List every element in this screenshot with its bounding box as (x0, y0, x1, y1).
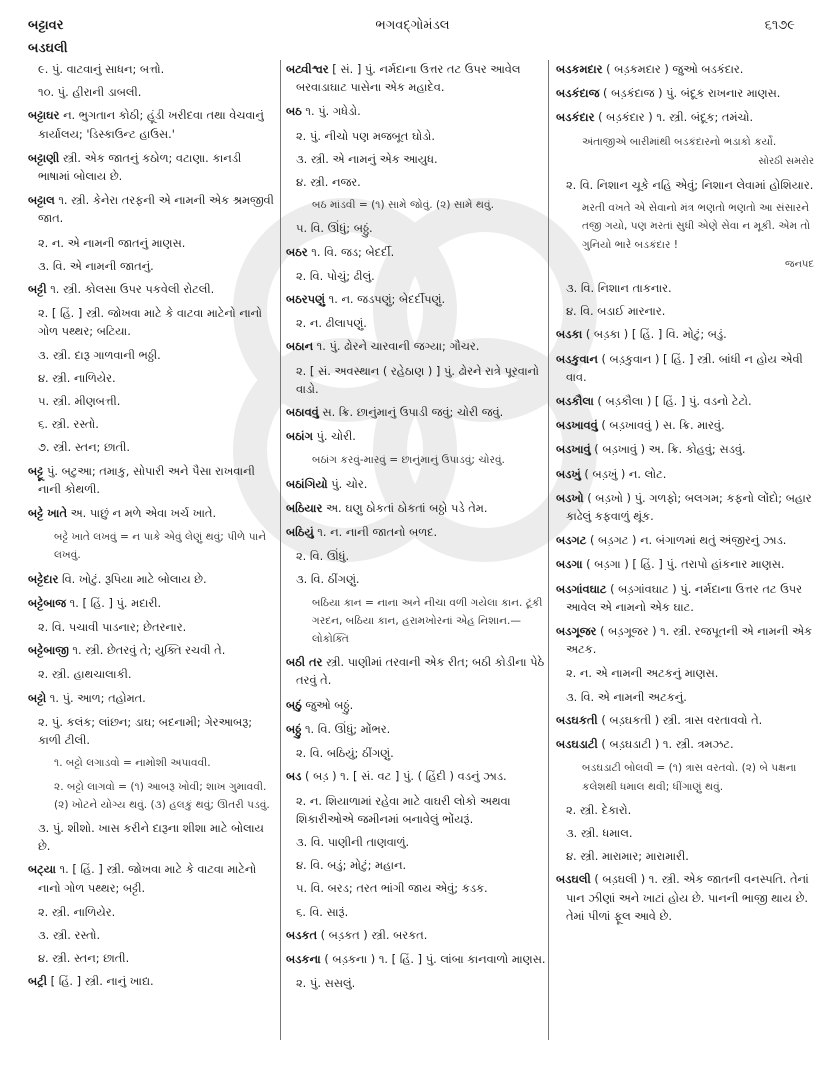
sense-line: ૩. પું. શીશો. ખાસ કરીને દારૂના શીશા માટે બોલાય છે. (38, 820, 264, 854)
sense-line: ૨. [ હિં. ] સ્ત્રી. જોખવા માટે કે વાટવા માટેનો નાનો ગોળ પથ્થર; બટિયા. (38, 306, 262, 339)
dictionary-entry (556, 580, 818, 616)
headword: બઠું (286, 697, 302, 712)
headword: બડગૂજર (556, 624, 597, 639)
sense-line: ૩. સ્ત્રી. ધમાલ. (566, 825, 633, 840)
definition: ( બડ઼કંદાજ ) પું. બંદૂક રાખનાર માણસ. (599, 86, 781, 101)
dictionary-entry (556, 84, 818, 102)
sense-line: ૩. સ્ત્રી. રસ્તો. (38, 927, 101, 942)
definition: અ. ઘણુ ઠોકતાં ઠોકતાં બઠ્ઠો પડે તેમ. (322, 500, 488, 515)
dictionary-entry (286, 102, 548, 120)
dictionary-entry (28, 149, 276, 185)
dictionary-entry (28, 641, 276, 659)
sense-line: ૨. વિ. પચાવી પાડનાર; છેતરનાર. (38, 620, 187, 635)
dictionary-entry (286, 475, 548, 493)
headword: બડકંદાર (556, 110, 595, 125)
definition: ( બડ઼ઘકતી ) સ્ત્રી. ત્રાસ વરતાવવો તે. (597, 712, 763, 727)
dictionary-entry (286, 403, 548, 421)
sense-line: ૨. વિ. નિશાન ચૂકે નહિ એવું; નિશાન લેવામાં હોશિયાર. (566, 178, 814, 193)
dictionary-entry (286, 720, 548, 738)
definition: ( બડ઼ખાવવું ) સ. ક્રિ. મારવું. (597, 418, 725, 433)
definition: ( બડ઼કુવાન ) [ હિં. ] સ્ત્રી. બાંધી ન હોય એવી વાવ. (566, 351, 803, 384)
definition: પું. ચોર. (327, 476, 368, 491)
dictionary-entry (286, 60, 548, 96)
definition: [ હિં. ] સ્ત્રી. નાનું ખાદ્ય. (47, 974, 154, 989)
headword: બટ્ટાણી (28, 150, 60, 165)
dictionary-entry (286, 926, 548, 944)
definition: ૧. વિ. જડ; બેદર્દી. (307, 244, 395, 259)
sense-line: ૨. વિ. ઊંધું. (296, 549, 350, 564)
headword: બડકૌલા (556, 394, 594, 409)
definition: ( બડ઼કૌલા ) [ હિં. ] પું. વડનો ટેટો. (593, 394, 752, 409)
dictionary-entry (556, 350, 818, 386)
dictionary-entry (28, 570, 276, 588)
sense-line: ૫. વિ. બરડ; તરત ભાંગી જાય એવું; કડક. (296, 881, 488, 896)
dictionary-entry (286, 950, 548, 968)
dictionary-entry (556, 622, 818, 658)
dictionary-column-2 (286, 60, 548, 1060)
sense-line: ૪. સ્ત્રી. નજર. (296, 175, 361, 190)
dictionary-entry (556, 555, 818, 573)
definition: ( બડ઼ગટ ) ન. બંગાળમાં થતું અંજીરનું ઝાડ. (586, 533, 787, 548)
headword: બટ્ટેદાર (28, 571, 59, 586)
headword: બઠાંગ (286, 429, 313, 444)
definition: સ. ક્રિ. છાનુંમાનું ઉપાડી જવું; ચોરી જવું. (318, 405, 504, 420)
definition: ન. ભુગતાન કોઠી; હૂંડી ખરીદવા તથા વેચવાનું કાર્યાલય; 'ડિસ્કાઉન્ટ હાઉસ.' (38, 108, 264, 141)
dictionary-entry (286, 243, 548, 261)
dictionary-entry (28, 462, 276, 498)
dictionary-column-3 (556, 60, 818, 1060)
headword: બઠાંગિયો (286, 476, 328, 491)
definition: જુઓ બઠ્ઠું. (301, 697, 354, 712)
definition: ૧. વિ. ઊંધું; મોંભર. (301, 721, 391, 736)
headword: બટ્ટાઘર (28, 108, 60, 123)
idiom-line: બઠાંગ કરવું-મારવું = છાનુંમાનું ઉપાડવું; ચોરવું. (312, 454, 505, 467)
idiom-line: ૧. બટ્ટો લગાડવો = નામોશી અપાવવી. (54, 757, 211, 770)
definition: ( બડ઼કંદાર ) ૧. સ્ત્રી. બંદૂક; તમંચો. (594, 110, 754, 125)
headword: બઠાવવું (286, 405, 319, 420)
column-divider (280, 60, 281, 1040)
sense-line: ૫. સ્ત્રી. મીણબત્તી. (38, 394, 121, 409)
page-title: ભગવદ્ગોમંડલ (375, 18, 450, 33)
dictionary-entry (286, 427, 548, 445)
definition: ૧. પું. ઢોરને ચારવાની જગ્યા; ગૌચર. (313, 339, 480, 354)
definition: ૧. [ હિં. ] સ્ત્રી. જોખવા માટે કે વાટવા માટેનો નાનો ગોળ પથ્થર; બટ્ટી. (38, 862, 257, 895)
sense-line: ૪. વિ. બડું; મોટું; મહાન. (296, 858, 407, 873)
quotation: મરતી વખતે એ સેવાનો મંત્ર ભણતો ભણતો આ સંસારને તજી ગયો, પણ મરતાં સુધી એણે સેવા ન મૂકી. એમ તો ગુનિયો ભારે બડકંદાર ! (582, 202, 811, 251)
sense-line: ૪. સ્ત્રી. મારામાર; મારામારી. (566, 849, 689, 864)
definition: ( બડ઼ખાવું ) અ. ક્રિ. કોહવું; સડવું. (590, 442, 746, 457)
sense-line: ૪. સ્ત્રી. નાળિયેર. (38, 370, 116, 385)
sense-line: ૨. [ સં. અવસ્થાન ( રહેઠાણ ) ] પું. ઢોરને રાત્રે પૂરવાનો વાડો. (296, 363, 539, 396)
guide-word-first: બટ્ટાવર (28, 18, 64, 33)
dictionary-entry (556, 440, 818, 458)
definition: ( બડ઼ ) ૧. [ સં. વટ ] પું. ( હિંદી ) વડનું ઝાડ. (301, 769, 507, 784)
headword: બડકુવાન (556, 351, 598, 366)
dictionary-entry (556, 325, 818, 343)
headword: બઠરપણું (286, 292, 325, 307)
dictionary-entry (556, 711, 818, 729)
sense-line: ૩. સ્ત્રી. એ નામનું એક આયુધ. (296, 151, 438, 166)
dictionary-entry (28, 191, 276, 227)
headword: બડઘલી (556, 872, 591, 887)
dictionary-entry (556, 870, 818, 925)
sense-line: ૨. સ્ત્રી. હાથચાલાકી. (38, 667, 132, 682)
dictionary-entry (556, 735, 818, 753)
sense-line: ૨. સ્ત્રી. નાળિયેર. (38, 904, 116, 919)
sense-line: ૨. સ્ત્રી. દેકારો. (566, 802, 632, 817)
dictionary-entry (286, 696, 548, 714)
idiom-line: બઠ માંડવી = (૧) સામે જોવું. (૨) સામે થવું. (312, 199, 494, 212)
headword: બટ્ટેબાજ (28, 595, 67, 610)
sense-line: ૪. વિ. બડાઈ મારનાર. (566, 304, 666, 319)
headword: બડગટ (556, 533, 587, 548)
dictionary-entry (28, 504, 276, 522)
headword: બટ્ટે ખાતે (28, 506, 67, 521)
dictionary-entry (286, 653, 548, 689)
headword: બઠિયાર (286, 500, 323, 515)
definition: ૧. ન. જડપણું; બેદર્દીપણું. (325, 292, 446, 307)
definition: પું. ચોરી. (312, 429, 356, 444)
definition: ( બડ઼ખો ) પું. ગળફો; બલગમ; કફનો લોંદો; બહાર કાઢેલું કફવાળું થૂંક. (566, 490, 812, 524)
headword: બઠિયું (286, 525, 314, 540)
dictionary-entry (28, 106, 276, 142)
headword: બટ્ટૂ (28, 463, 44, 478)
sense-line: ૬. વિ. સારૂં. (296, 904, 349, 919)
dictionary-entry (286, 290, 548, 308)
sense-line: ૨. ન. ઢીલાપણું. (296, 316, 367, 331)
headword: બડઘડાટી (556, 737, 598, 752)
headword: બડખાવું (556, 442, 591, 457)
sense-line: ૧૦. પું. હીરાની ડાબલી. (38, 85, 142, 100)
headword: બટ્ટેબાજી (28, 643, 69, 658)
definition: અ. પાછું ન મળે એવા ખર્ચ ખાતે. (67, 506, 217, 521)
definition: ૧. ન. નાની જાતનો બળદ. (313, 525, 438, 540)
sense-line: ૯. પું. વાટવાનું સાધન; બત્તો. (38, 62, 165, 76)
headword: બડકમદાર (556, 62, 603, 76)
definition: ( બડ઼ઘલી ) ૧. સ્ત્રી. એક જાતની વનસ્પતિ. તેનાં પાન ઝીણાં અને ખાટાં હોય છે. પાનની ભાજી થાય છે. તેમાં પીળાં ફૂલ આવે છે. (566, 872, 809, 923)
headword: બટ્વીશ્વર (286, 62, 329, 76)
definition: ( બડ઼કના ) ૧. [ હિં. ] પું. લાંબા કાનવાળો માણસ. (320, 951, 546, 966)
headword: બડ (286, 769, 302, 784)
dictionary-entry (28, 860, 276, 896)
idiom-line: ૨. બટ્ટો લાગવો = (૧) આબરૂ ખોવી; શાખ ગુમાવવી. (૨) ખોટને યોગ્ય થવું. (૩) હલકું થવું; ઊતરી પડવું. (54, 780, 270, 811)
headword: બટ્ટી (28, 282, 47, 297)
sense-line: ૩. સ્ત્રી. દારૂ ગાળવાની ભઠ્ઠી. (38, 347, 161, 362)
definition: ( બડ઼કત ) સ્ત્રી. બરકત. (317, 927, 428, 942)
quotation-source: સોરઠી સમરોર (758, 155, 814, 167)
dictionary-entry (556, 489, 818, 525)
headword: બડકના (286, 951, 321, 966)
idiom-line: બડઘડાટી બોલવી = (૧) ત્રાસ વરતવો. (૨) બે પક્ષના કલેશથી ધમાલ થવી; ધીંગાણું થવું. (582, 762, 797, 793)
sense-line: ૨. ન. એ નામની જાતનું માણસ. (38, 235, 186, 250)
sense-line: ૫. વિ. ઊંધું; બઠ્ઠું. (296, 221, 373, 236)
definition: ( બડ઼ખું ) ન. લોટ. (580, 466, 667, 481)
sense-line: ૩. વિ. એ નામની અટકનું. (566, 689, 687, 704)
headword: બડખું (556, 466, 581, 481)
definition: ( બડ઼કમદાર ) જુઓ બડકંદાર. (602, 62, 744, 76)
dictionary-entry (286, 767, 548, 785)
headword: બડગા (556, 557, 583, 572)
headword: બઠર (286, 244, 308, 259)
definition: ૧. પું. ગધેડો. (301, 104, 361, 119)
dictionary-entry (286, 499, 548, 517)
definition: [ સં. ] પું. નર્મદાના ઉત્તર તટ ઉપર આવેલ બરવાડાઘાટ પાસેના એક મહાદેવ. (296, 62, 521, 95)
definition: સ્ત્રી. એક જાતનું કઠોળ; વટાણા. કાનડી ભાષામાં બોલાય છે. (38, 150, 242, 184)
dictionary-entry (556, 108, 818, 126)
definition: ( બડ઼કા ) [ હિં. ] વિ. મોટું; બડું. (582, 327, 727, 342)
idiom-line: બઠિયા કાન = નાના અને નીચા વળી ગયેલા કાન. ટૂંકી ગરદન, બઠિયા કાન, હરામખોરનાં એહ નિશાન.—લોકોક્તિ (312, 596, 543, 646)
sense-line: ૭. સ્ત્રી. સ્તન; છાતી. (38, 440, 131, 455)
sense-line: ૨. વિ. પોચું; ઢીલું. (296, 268, 375, 283)
definition: ( બડ઼ઘડાટી ) ૧. સ્ત્રી. ત્રમઝટ. (597, 737, 734, 752)
sense-line: ૨. પું. કલંક; લાંછન; ડાઘ; બદનામી; ગેરઆબરૂ; કાળી ટીલી. (38, 714, 253, 748)
dictionary-column-1 (28, 60, 276, 1060)
sense-line: ૨. વિ. બઠિયું; ઠીંગણું. (296, 746, 394, 761)
headword: બડકત (286, 927, 317, 942)
sense-line: ૩. વિ. એ નામની જાતનું. (38, 258, 154, 273)
definition: ૧. સ્ત્રી. છેતરવું તે; યુક્તિ રચવી તે. (68, 643, 226, 658)
dictionary-entry (286, 523, 548, 541)
dictionary-entry (28, 594, 276, 612)
page-header (0, 8, 825, 56)
dictionary-entry (28, 972, 276, 990)
definition: ( બડ઼ગાંવઘાટ ) પું. નર્મદાના ઉત્તર તટ ઉપર આવેલ એ નામનો એક ઘાટ. (566, 581, 803, 614)
sense-line: ૬. સ્ત્રી. રસ્તો. (38, 417, 99, 432)
headword: બટ્ટો (28, 690, 47, 705)
headword: બઠ્ઠું (286, 721, 302, 736)
headword: બડકા (556, 327, 583, 342)
sense-line: ૨. પું. સસલું. (296, 976, 356, 991)
guide-word-last: બડઘલી (28, 41, 68, 56)
dictionary-entry (286, 337, 548, 355)
headword: બડખો (556, 490, 584, 505)
headword: બઠાન (286, 339, 314, 354)
dictionary-entry (556, 392, 818, 410)
sense-line: ૨. ન. એ નામની અટકનું માણસ. (566, 666, 719, 681)
dictionary-entry (28, 280, 276, 298)
dictionary-entry (556, 416, 818, 434)
headword: બટ્ટાલ (28, 193, 55, 208)
headword: બટ્યા (28, 862, 56, 877)
definition: ( બડ઼ગા ) [ હિં. ] પું. તરાપો હાંકનાર માણસ. (582, 557, 785, 572)
quotation-source: જનપદ (785, 258, 814, 270)
definition: ૧. સ્ત્રી. કેનેરા તરફની એ નામની એક શ્રમજીવી જાત. (38, 193, 274, 226)
definition: ૧. [ હિં. ] પું. મદારી. (66, 595, 162, 610)
sense-line: ૨. પું. નીચો પણ મજબૂત ઘોડો. (296, 128, 435, 143)
headword: બડઘકતી (556, 712, 598, 727)
definition: વિ. ખોટું. રૂપિયા માટે બોલાય છે. (58, 571, 207, 586)
headword: બડગાંવઘાટ (556, 581, 607, 596)
definition: પું. બટુઆ; તમાકુ, સોપારી અને પૈસા રાખવાની નાની કોથળી. (38, 463, 255, 496)
sense-line: ૩. વિ. ઠીંગણું. (296, 572, 360, 587)
headword: બડખાવવું (556, 418, 598, 433)
definition: ( બડ઼ગૂજર ) ૧. સ્ત્રી. રજપૂતની એ નામની એક અટક. (566, 624, 813, 657)
sense-line: ૪. સ્ત્રી. સ્તન; છાતી. (38, 951, 130, 966)
headword: બટ્રી (28, 974, 48, 989)
headword: બઠી તર (286, 655, 323, 670)
definition: ૧. સ્ત્રી. કોલસા ઉપર પકવેલી રોટલી. (46, 282, 215, 297)
quotation: અંતાજીએ બારીમાંથી બડકંદારનો ભડાકો કર્યો. (582, 135, 777, 148)
sense-line: ૩. વિ. પાણીની તાણવાળું. (296, 834, 410, 849)
dictionary-entry (556, 531, 818, 549)
sense-line: ૨. ન. શિયાળામાં રહેવા માટે વાઘરી લોકો અથવા શિકારીઓએ જમીનમાં બનાવેલું ભોંયરૂં. (296, 793, 511, 826)
sense-line: ૩. વિ. નિશાન તાકનાર. (566, 281, 672, 296)
dictionary-entry (28, 689, 276, 707)
definition: ૧. પું. આળ; તહોમત. (46, 690, 146, 705)
idiom-line: બટ્ટે ખાતે લખવું = ન પાકે એવું લેણું થવું; પીળે પાને લખવું. (54, 531, 267, 562)
page-number: ૬૧૭૯ (764, 18, 795, 33)
definition: સ્ત્રી. પાણીમાં તરવાની એક રીત; બઠી કોડીના પેઠે તરવું તે. (296, 655, 545, 688)
dictionary-entry (556, 465, 818, 483)
headword: બડકંદાજ (556, 86, 600, 101)
column-divider (548, 60, 549, 1040)
dictionary-entry (556, 60, 818, 78)
headword: બઠ (286, 104, 302, 119)
